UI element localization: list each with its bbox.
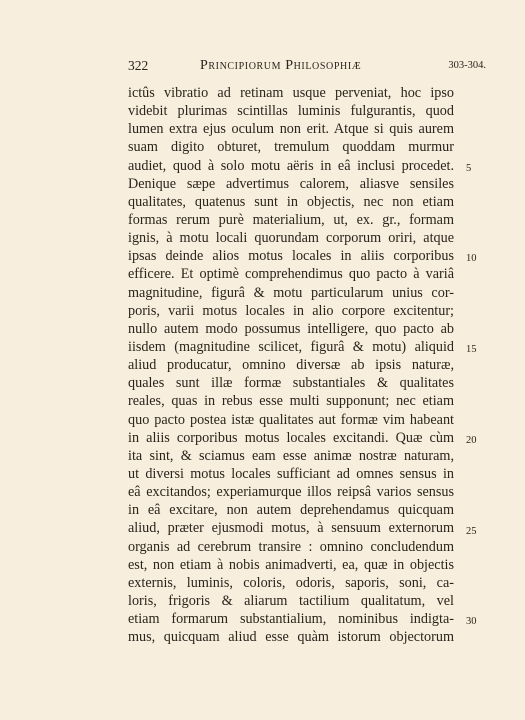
text-line: audiet, quod à solo motu aëris in eâ inclusi procedet. bbox=[128, 157, 454, 174]
margin-line-number: 10 bbox=[466, 253, 477, 265]
section-range: 303-304. bbox=[448, 60, 486, 71]
text-line: reales, quas in rebus esse multi supponunt; nec etiam bbox=[128, 393, 454, 410]
text-line: loris, frigoris & aliarum tactilium qualitatum, vel bbox=[128, 592, 454, 609]
text-line: mus, quicquam aliud esse quàm istorum objectorum bbox=[128, 629, 454, 646]
text-line: in aliis corporibus motus locales excitandi. Quæ cùm bbox=[128, 429, 454, 446]
text-line: eâ excitandos; experiamurque illos reipsâ varios sensus bbox=[128, 484, 454, 501]
margin-line-number: 5 bbox=[466, 162, 472, 174]
running-title: Principiorum Philosophiæ bbox=[200, 58, 362, 73]
page-number: 322 bbox=[128, 58, 149, 73]
text-line: ita sint, & sciamus eam esse animæ nostræ naturam, bbox=[128, 447, 454, 464]
text-line: quales sunt illæ formæ substantiales & qualitates bbox=[128, 375, 454, 392]
margin-line-number: 25 bbox=[466, 525, 477, 537]
text-line: aliud producatur, omnino diversæ ab ipsis naturæ, bbox=[128, 357, 454, 374]
text-line: poris, varii motus locales in alio corpore excitentur; bbox=[128, 302, 454, 319]
text-line: efficere. Et optimè comprehendimus quo pacto à variâ bbox=[128, 266, 454, 283]
margin-line-number: 15 bbox=[466, 344, 477, 356]
text-line: ignis, à motu locali quorundam corporum oriri, atque bbox=[128, 230, 454, 247]
text-line: est, non etiam à nobis animadverti, ea, quæ in objectis bbox=[128, 556, 454, 573]
text-line: magnitudine, figurâ & motu particularum unius cor- bbox=[128, 284, 454, 301]
text-line: etiam formarum substantialium, nominibus indigta- bbox=[128, 611, 454, 628]
text-line: quo pacto postea istæ qualitates aut formæ vim habeant bbox=[128, 411, 454, 428]
text-line: iisdem (magnitudine scilicet, figurâ & motu) aliquid bbox=[128, 338, 454, 355]
text-line: externis, luminis, coloris, odoris, saporis, soni, ca- bbox=[128, 574, 454, 591]
text-line: suam digito obturet, tremulum quoddam murmur bbox=[128, 139, 454, 156]
text-line: nullo autem modo possumus intelligere, quo pacto ab bbox=[128, 320, 454, 337]
text-line: qualitates, quatenus sunt in objectis, nec non etiam bbox=[128, 193, 454, 210]
margin-line-number: 20 bbox=[466, 434, 477, 446]
text-line: lumen extra ejus oculum non erit. Atque si quis aurem bbox=[128, 121, 454, 138]
text-line: formas rerum purè materialium, ut, ex. gr., formam bbox=[128, 211, 454, 228]
text-line: videbit plurimas scintillas luminis fulgurantis, quod bbox=[128, 103, 454, 120]
text-line: ictûs vibratio ad retinam usque perveniat, hoc ipso bbox=[128, 85, 454, 101]
text-line: aliud, præter ejusmodi motus, à sensuum externorum bbox=[128, 520, 454, 537]
body-text bbox=[128, 84, 454, 646]
text-line: Denique sæpe advertimus calorem, aliasve sensiles bbox=[128, 175, 454, 192]
text-line: ut diversi motus locales sufficiant ad omnes sensus in bbox=[128, 465, 454, 482]
margin-line-number: 30 bbox=[466, 616, 477, 628]
page-header bbox=[128, 58, 486, 78]
text-line: ipsas deinde alios motus locales in aliis corporibus bbox=[128, 248, 454, 265]
text-line: organis ad cerebrum transire : omnino concludendum bbox=[128, 538, 454, 555]
text-line: in eâ excitare, non autem deprehendamus quicquam bbox=[128, 502, 454, 519]
